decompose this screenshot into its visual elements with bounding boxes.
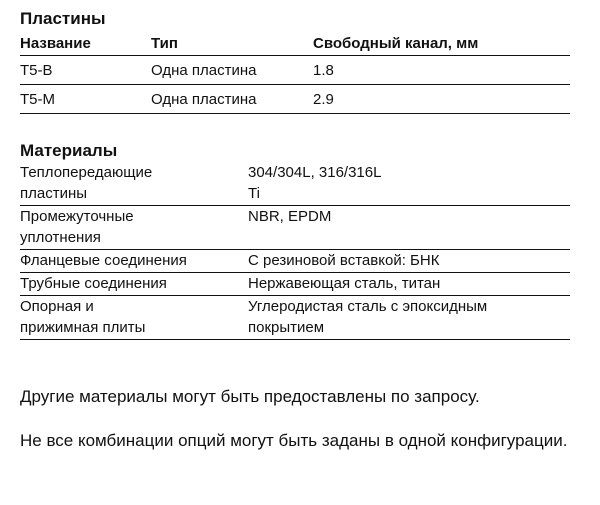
material-part-line: Теплопередающие [20, 164, 153, 181]
material-value [248, 250, 570, 271]
plate-name: T5-M [20, 90, 55, 108]
material-value [248, 206, 570, 248]
table-row [20, 56, 570, 85]
availability-note: Другие материалы могут быть предоставлены по запросу. [20, 387, 480, 406]
material-part-line: пластины [20, 185, 88, 202]
material-value-line: покрытием [248, 319, 325, 336]
material-value-line: Ti [248, 185, 260, 202]
plate-free-channel: 2.9 [313, 90, 334, 108]
table-row [20, 250, 570, 273]
plate-free-channel: 1.8 [313, 61, 334, 79]
configuration-note: Не все комбинации опций могут быть заданы в одной конфигурации. [20, 431, 568, 450]
plate-type: Одна пластина [151, 61, 257, 79]
plate-type: Одна пластина [151, 90, 257, 108]
material-part [20, 206, 248, 248]
header-free-channel: Свободный канал, мм [313, 34, 479, 52]
material-part [20, 296, 248, 338]
header-name: Название [20, 34, 91, 52]
material-value-line: NBR, EPDM [248, 208, 332, 225]
material-part-line: Трубные соединения [20, 275, 167, 292]
header-type: Тип [151, 34, 178, 52]
material-value-line: С резиновой вставкой: БНК [248, 252, 440, 269]
material-part [20, 273, 248, 294]
material-value-line: Углеродистая сталь с эпоксидным [248, 298, 488, 315]
clipped-heading-remnant [20, 0, 280, 5]
material-value-line: 304/304L, 316/316L [248, 164, 382, 181]
table-row [20, 273, 570, 296]
table-row [20, 296, 570, 340]
material-value [248, 296, 570, 338]
materials-table [20, 162, 570, 340]
table-row [20, 162, 570, 206]
material-part-line: Фланцевые соединения [20, 252, 187, 269]
plate-name: T5-B [20, 61, 53, 79]
table-row [20, 85, 570, 114]
plates-section-title: Пластины [20, 9, 106, 28]
material-part-line: Опорная и [20, 298, 94, 315]
material-part-line: уплотнения [20, 229, 101, 246]
material-part [20, 162, 248, 204]
material-value [248, 273, 570, 294]
material-part-line: Промежуточные [20, 208, 134, 225]
materials-section-title: Материалы [20, 141, 118, 160]
table-row [20, 206, 570, 250]
material-value-line: Нержавеющая сталь, титан [248, 275, 441, 292]
plates-table [20, 31, 570, 114]
material-part-line: прижимная плиты [20, 319, 146, 336]
material-part [20, 250, 248, 271]
material-value [248, 162, 570, 204]
plates-table-header [20, 31, 570, 56]
